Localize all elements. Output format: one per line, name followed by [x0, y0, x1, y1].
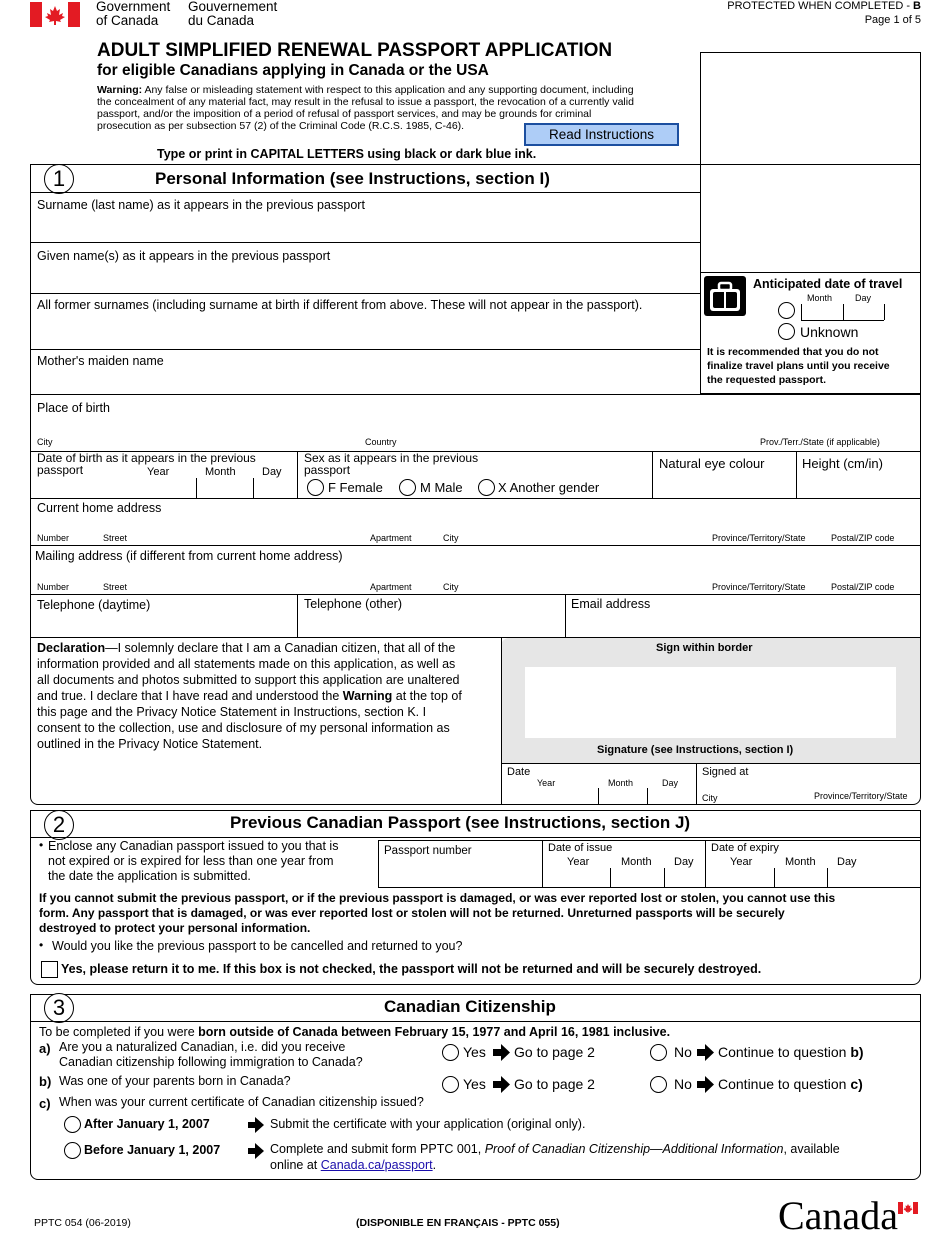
after-2007-radio[interactable]: [64, 1116, 81, 1133]
arrow-right-icon: [697, 1076, 714, 1093]
section-2-number: 2: [44, 810, 74, 840]
pob-province-label: Prov./Terr./State (if applicable): [760, 437, 880, 447]
sex-female-radio[interactable]: [307, 479, 324, 496]
question-b-yes-radio[interactable]: [442, 1076, 459, 1093]
arrow-right-icon: [493, 1044, 510, 1061]
mail-street-label: Street: [103, 582, 128, 592]
gov-en-line2: of Canada: [96, 13, 159, 28]
question-a-no-radio[interactable]: [650, 1044, 667, 1061]
former-surnames-label: All former surnames (including surname at birth if different from above. These will not appear in the passport).: [37, 298, 643, 312]
expiry-year-label: Year: [730, 856, 753, 868]
enclose-bullet: •: [39, 838, 44, 852]
travel-note-line3: the requested passport.: [707, 374, 827, 386]
date-of-issue-input[interactable]: [543, 868, 705, 887]
mail-city-label: City: [443, 582, 459, 592]
email-input[interactable]: [566, 613, 919, 637]
signature-label: Signature (see Instructions, section I): [597, 744, 794, 756]
place-of-birth-label: Place of birth: [37, 401, 110, 415]
home-city-label: City: [443, 533, 459, 543]
question-b-yes-label: Yes: [463, 1076, 486, 1092]
given-names-input[interactable]: [31, 263, 699, 293]
sex-female-label: F Female: [328, 480, 383, 495]
date-of-issue-label: Date of issue: [548, 842, 613, 854]
eye-colour-input[interactable]: [653, 472, 796, 498]
sex-label-line1: Sex as it appears in the previous: [304, 451, 479, 465]
sign-within-border-label: Sign within border: [656, 642, 753, 654]
signed-at-input[interactable]: [697, 779, 919, 791]
form-subtitle: for eligible Canadians applying in Canada or the USA: [97, 62, 489, 79]
expiry-day-label: Day: [837, 856, 857, 868]
passport-number-input[interactable]: [379, 860, 542, 887]
pob-country-label: Country: [365, 437, 397, 447]
canada-flag-icon: [30, 2, 80, 27]
section-2-title: Previous Canadian Passport (see Instructions, section J): [230, 813, 691, 832]
telephone-other-input[interactable]: [298, 613, 564, 637]
arrow-right-icon: [493, 1076, 510, 1093]
section-1-title: Personal Information (see Instructions, section I): [155, 169, 550, 188]
canada-wordmark: Canada: [778, 1193, 898, 1238]
travel-month-label: Month: [807, 293, 833, 303]
signed-at-province-label: Province/Territory/State: [814, 791, 908, 801]
expiry-month-label: Month: [785, 856, 816, 868]
signature-date-input[interactable]: [502, 788, 696, 804]
cancel-bullet: •: [39, 938, 44, 952]
before-2007-radio[interactable]: [64, 1142, 81, 1159]
warning-line3: passport, and/or the imposition of a period of refusal of passport services, and may be grounds for criminal: [97, 108, 592, 120]
home-province-label: Province/Territory/State: [712, 533, 806, 543]
before-2007-action-line1: Complete and submit form PPTC 001, Proof of Canadian Citizenship—Additional Information, available: [270, 1142, 840, 1156]
question-a-no-label: No: [674, 1044, 692, 1060]
question-c-text: When was your current certificate of Canadian citizenship issued?: [59, 1095, 424, 1109]
pob-city-label: City: [37, 437, 53, 447]
home-apartment-label: Apartment: [370, 533, 412, 543]
sig-month-label: Month: [608, 778, 634, 788]
question-b-label: b): [39, 1074, 52, 1089]
mail-apartment-label: Apartment: [370, 582, 412, 592]
home-number-label: Number: [37, 533, 70, 543]
home-street-label: Street: [103, 533, 128, 543]
page-number: Page 1 of 5: [864, 14, 921, 26]
type-print-note: Type or print in CAPITAL LETTERS using black or dark blue ink.: [157, 147, 537, 161]
signed-at-label: Signed at: [702, 766, 749, 778]
sex-male-radio[interactable]: [399, 479, 416, 496]
after-2007-label: After January 1, 2007: [84, 1117, 210, 1131]
travel-title: Anticipated date of travel: [753, 277, 903, 291]
dob-year-label: Year: [147, 466, 170, 478]
sex-male-label: M Male: [420, 480, 463, 495]
place-of-birth-input[interactable]: [31, 415, 919, 437]
sex-another-gender-label: X Another gender: [498, 480, 600, 495]
travel-note-line2: finalize travel plans until you receive: [707, 360, 890, 372]
dob-label-line1: Date of birth as it appears in the previous: [37, 451, 256, 465]
telephone-daytime-input[interactable]: [31, 613, 297, 637]
before-2007-label: Before January 1, 2007: [84, 1143, 221, 1157]
issue-day-label: Day: [674, 856, 694, 868]
enclose-text: Enclose any Canadian passport issued to you that is not expired or is expired for less than one year from the date the application is submitted.: [48, 839, 339, 883]
question-a-text: Are you a naturalized Canadian, i.e. did you receive Canadian citizenship following immigration to Canada?: [59, 1040, 363, 1069]
former-surnames-input[interactable]: [31, 313, 699, 349]
dob-label-line2: passport: [37, 463, 84, 477]
sig-day-label: Day: [662, 778, 679, 788]
read-instructions-button[interactable]: Read Instructions: [524, 123, 679, 146]
question-b-continue: Continue to question c): [718, 1076, 863, 1092]
height-label: Height (cm/in): [802, 456, 883, 471]
passport-warning-text: If you cannot submit the previous passport, or if the previous passport is damaged, or was ever reported lost or stolen, you cannot use this form. Any passport that is damaged, or was ever reported lost or stolen will not be returned. Unreturned passports will be securely destroyed to protect your personal information.: [39, 891, 836, 935]
form-code: PPTC 054 (06-2019): [34, 1217, 131, 1229]
mothers-maiden-name-label: Mother's maiden name: [37, 354, 164, 368]
sex-label-line2: passport: [304, 463, 351, 477]
cancel-question: Would you like the previous passport to be cancelled and returned to you?: [52, 939, 463, 953]
travel-note-line1: It is recommended that you do not: [707, 346, 879, 358]
surname-input[interactable]: [31, 212, 699, 242]
before-2007-action-line2: online at Canada.ca/passport.: [270, 1158, 437, 1172]
arrow-right-icon: [248, 1117, 264, 1133]
travel-day-label: Day: [855, 293, 872, 303]
declaration-text: Declaration—I solemnly declare that I am a Canadian citizen, that all of the information provided and all statements made on this application, as well as all documents and photos submitted to support this application are unaltered and true. I declare that I have read and understood the Warning at the top of this page and the Privacy Notice Statement in Instructions, section K. I consent to the collection, use and disclosure of my personal information as outlined in the Privacy Notice Statement.: [37, 641, 462, 751]
passport-number-label: Passport number: [384, 845, 472, 857]
signed-at-city-label: City: [702, 793, 718, 803]
question-a-yes-label: Yes: [463, 1044, 486, 1060]
mailing-address-input[interactable]: [31, 564, 919, 582]
after-2007-action: Submit the certificate with your application (original only).: [270, 1117, 586, 1131]
question-b-goto: Go to page 2: [514, 1076, 595, 1092]
gov-fr-line1: Gouvernement: [188, 0, 278, 14]
section-1-number: 1: [44, 164, 74, 194]
return-passport-checkbox[interactable]: [41, 961, 58, 978]
question-a-goto: Go to page 2: [514, 1044, 595, 1060]
travel-unknown-label: Unknown: [800, 324, 859, 340]
arrow-right-icon: [697, 1044, 714, 1061]
mothers-maiden-name-input[interactable]: [31, 369, 699, 394]
question-b-no-label: No: [674, 1076, 692, 1092]
question-b-no-radio[interactable]: [650, 1076, 667, 1093]
sex-another-gender-radio[interactable]: [478, 479, 495, 496]
dob-month-label: Month: [205, 466, 236, 478]
warning-line1: Warning: Any false or misleading statement with respect to this application and any supporting document, including: [97, 84, 634, 96]
issue-month-label: Month: [621, 856, 652, 868]
dob-day-label: Day: [262, 466, 282, 478]
question-a-label: a): [39, 1041, 51, 1056]
eye-colour-label: Natural eye colour: [659, 456, 765, 471]
mail-postal-label: Postal/ZIP code: [831, 582, 895, 592]
warning-line2: the concealment of any material fact, may result in the refusal to issue a passport, the revocation of a currently valid: [97, 96, 634, 108]
signature-box[interactable]: [525, 667, 896, 738]
section-3-number: 3: [44, 993, 74, 1023]
home-postal-label: Postal/ZIP code: [831, 533, 895, 543]
height-input[interactable]: [797, 472, 920, 498]
french-available-note: (DISPONIBLE EN FRANÇAIS - PPTC 055): [356, 1217, 560, 1229]
telephone-daytime-label: Telephone (daytime): [37, 598, 151, 612]
date-of-birth-input[interactable]: [120, 478, 297, 498]
mail-province-label: Province/Territory/State: [712, 582, 806, 592]
form-title: ADULT SIMPLIFIED RENEWAL PASSPORT APPLICATION: [97, 40, 613, 61]
given-names-label: Given name(s) as it appears in the previous passport: [37, 249, 331, 263]
gov-en-line1: Government: [96, 0, 171, 14]
sig-year-label: Year: [537, 778, 556, 788]
date-of-expiry-label: Date of expiry: [711, 842, 779, 854]
telephone-other-label: Telephone (other): [304, 597, 402, 611]
surname-label: Surname (last name) as it appears in the previous passport: [37, 198, 365, 212]
citizenship-intro: To be completed if you were born outside of Canada between February 15, 1977 and April 16, 1981 inclusive.: [39, 1025, 671, 1039]
mailing-address-label: Mailing address (if different from current home address): [35, 549, 343, 563]
section-3-title: Canadian Citizenship: [384, 997, 556, 1016]
date-of-expiry-input[interactable]: [706, 868, 920, 887]
question-a-yes-radio[interactable]: [442, 1044, 459, 1061]
question-c-label: c): [39, 1096, 51, 1111]
issue-year-label: Year: [567, 856, 590, 868]
wordmark-flag-icon: [898, 1202, 918, 1214]
mail-number-label: Number: [37, 582, 70, 592]
protected-label: PROTECTED WHEN COMPLETED - B: [727, 0, 921, 12]
signature-date-label: Date: [507, 766, 531, 778]
canada-passport-link[interactable]: Canada.ca/passport: [320, 1158, 433, 1172]
question-a-continue: Continue to question b): [718, 1044, 864, 1060]
home-address-input[interactable]: [31, 515, 919, 533]
gov-fr-line2: du Canada: [188, 13, 255, 28]
home-address-label: Current home address: [37, 501, 162, 515]
return-passport-label: Yes, please return it to me. If this box is not checked, the passport will not be returned and will be securely destroyed.: [61, 962, 762, 976]
question-b-text: Was one of your parents born in Canada?: [59, 1074, 291, 1088]
arrow-right-icon: [248, 1143, 264, 1159]
email-label: Email address: [571, 597, 651, 611]
warning-line4: prosecution as per subsection 57 (2) of the Criminal Code (R.C.S. 1985, C-46).: [97, 120, 465, 132]
